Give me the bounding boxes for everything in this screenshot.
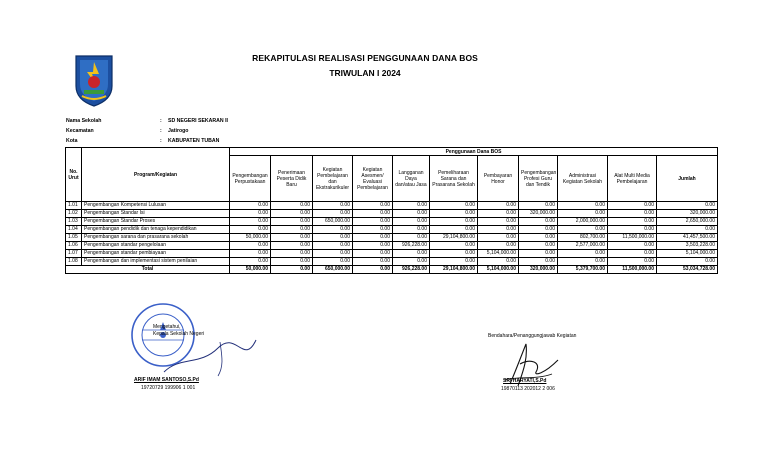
table-row bbox=[66, 210, 718, 218]
table-cell: 0.00 bbox=[478, 234, 519, 242]
table-cell: 0.00 bbox=[608, 226, 657, 234]
col-header: Administrasi Kegiatan Sekolah bbox=[558, 156, 608, 202]
row-program: Pengembangan standar pembiayaan bbox=[82, 250, 230, 258]
table-cell: 0.00 bbox=[558, 258, 608, 266]
row-number: 1.08 bbox=[66, 258, 82, 266]
realization-table bbox=[65, 147, 718, 274]
table-cell: 11,500,000.00 bbox=[608, 234, 657, 242]
table-cell: 0.00 bbox=[271, 202, 313, 210]
signature-name: SRI HARYATI,S.Pd bbox=[503, 378, 547, 384]
table-cell: 0.00 bbox=[313, 242, 353, 250]
table-cell: 0.00 bbox=[230, 242, 271, 250]
table-cell: 0.00 bbox=[478, 218, 519, 226]
total-cell: 53,034,728.00 bbox=[657, 266, 718, 274]
signature-role: Bendahara/Penanggungjawab Kegiatan bbox=[488, 333, 577, 339]
row-number: 1.01 bbox=[66, 202, 82, 210]
table-cell: 0.00 bbox=[608, 250, 657, 258]
col-header: Penerimaan Peserta Didik Baru bbox=[271, 156, 313, 202]
table-cell: 0.00 bbox=[558, 210, 608, 218]
col-header: Alat Multi Media Pembelajaran bbox=[608, 156, 657, 202]
group-header: Penggunaan Dana BOS bbox=[230, 148, 718, 156]
table-cell: 0.00 bbox=[271, 218, 313, 226]
table-cell: 0.00 bbox=[430, 250, 478, 258]
table-cell: 2,000,000.00 bbox=[558, 218, 608, 226]
col-header: Kegiatan Pembelajaran dan Ekstrakurikuler bbox=[313, 156, 353, 202]
row-program: Pengembangan Standar Proses bbox=[82, 218, 230, 226]
row-number: 1.04 bbox=[66, 226, 82, 234]
table-cell: 0.00 bbox=[271, 250, 313, 258]
total-cell: 320,000.00 bbox=[519, 266, 558, 274]
table-cell: 0.00 bbox=[230, 250, 271, 258]
info-separator: : bbox=[160, 128, 162, 134]
col-header: Pembayaran Honor bbox=[478, 156, 519, 202]
table-cell: 5,104,000.00 bbox=[657, 250, 718, 258]
table-cell: 0.00 bbox=[271, 258, 313, 266]
total-label: Total bbox=[66, 266, 230, 274]
table-cell: 0.00 bbox=[608, 258, 657, 266]
table-cell: 0.00 bbox=[608, 218, 657, 226]
row-program: Pengembangan standar pengelolaan bbox=[82, 242, 230, 250]
total-cell: 0.00 bbox=[353, 266, 393, 274]
table-cell: 0.00 bbox=[230, 202, 271, 210]
info-value: KABUPATEN TUBAN bbox=[168, 138, 220, 144]
table-cell: 0.00 bbox=[313, 226, 353, 234]
table-cell: 0.00 bbox=[230, 210, 271, 218]
table-cell: 0.00 bbox=[519, 242, 558, 250]
kabupaten-tuban-logo-icon bbox=[72, 52, 116, 108]
col-header-total: Jumlah bbox=[657, 156, 718, 202]
table-cell: 0.00 bbox=[271, 242, 313, 250]
document-title: REKAPITULASI REALISASI PENGGUNAAN DANA BOS bbox=[252, 53, 478, 63]
table-cell: 0.00 bbox=[230, 218, 271, 226]
col-header: Kegiatan Asesmen/ Evaluasi Pembelajaran bbox=[353, 156, 393, 202]
table-cell: 0.00 bbox=[430, 258, 478, 266]
info-separator: : bbox=[160, 118, 162, 124]
signature-role-line2: Kepala Sekolah Negeri bbox=[153, 331, 205, 337]
table-cell: 0.00 bbox=[478, 258, 519, 266]
col-header: Pengembangan Profesi Guru dan Tendik bbox=[519, 156, 558, 202]
table-cell: 0.00 bbox=[519, 202, 558, 210]
table-cell: 320,000.00 bbox=[519, 210, 558, 218]
info-value: SD NEGERI SEKARAN II bbox=[168, 118, 228, 124]
row-program: Pengembangan Standar Isi bbox=[82, 210, 230, 218]
table-row bbox=[66, 218, 718, 226]
table-cell: 0.00 bbox=[608, 202, 657, 210]
table-cell: 0.00 bbox=[353, 258, 393, 266]
table-row bbox=[66, 202, 718, 210]
row-number: 1.03 bbox=[66, 218, 82, 226]
table-row bbox=[66, 226, 718, 234]
table-cell: 0.00 bbox=[393, 226, 430, 234]
table-cell: 802,700.00 bbox=[558, 234, 608, 242]
table-cell: 0.00 bbox=[353, 234, 393, 242]
table-total-row bbox=[66, 266, 718, 274]
table-cell: 0.00 bbox=[478, 226, 519, 234]
table-cell: 0.00 bbox=[353, 242, 393, 250]
info-separator: : bbox=[160, 138, 162, 144]
row-program: Pengembangan dan implementasi sistem penilaian bbox=[82, 258, 230, 266]
signature-nip: 19870113 202012 2 006 bbox=[501, 386, 555, 392]
table-cell: 0.00 bbox=[430, 210, 478, 218]
handwritten-signature-icon bbox=[160, 336, 260, 378]
info-label: Kecamatan bbox=[66, 128, 94, 134]
table-cell: 926,228.00 bbox=[393, 242, 430, 250]
table-cell: 0.00 bbox=[271, 226, 313, 234]
table-cell: 2,650,000.00 bbox=[657, 218, 718, 226]
table-cell: 0.00 bbox=[519, 250, 558, 258]
table-cell: 0.00 bbox=[519, 258, 558, 266]
info-label: Kota bbox=[66, 138, 78, 144]
table-cell: 0.00 bbox=[313, 234, 353, 242]
total-cell: 650,000.00 bbox=[313, 266, 353, 274]
table-cell: 0.00 bbox=[608, 242, 657, 250]
table-cell: 41,457,500.00 bbox=[657, 234, 718, 242]
table-cell: 5,104,000.00 bbox=[478, 250, 519, 258]
total-cell: 50,000.00 bbox=[230, 266, 271, 274]
total-cell: 5,379,700.00 bbox=[558, 266, 608, 274]
signature-name: ARIF IMAM SANTOSO,S.Pd bbox=[134, 377, 199, 383]
table-cell: 3,503,228.00 bbox=[657, 242, 718, 250]
table-cell: 0.00 bbox=[271, 234, 313, 242]
table-cell: 0.00 bbox=[393, 210, 430, 218]
info-value: Jatirogo bbox=[168, 128, 189, 134]
table-cell: 50,000.00 bbox=[230, 234, 271, 242]
total-cell: 5,104,000.00 bbox=[478, 266, 519, 274]
signature-role-line1: Mengetahui, bbox=[153, 324, 181, 330]
table-cell: 0.00 bbox=[313, 250, 353, 258]
col-header: Pemeliharaan Sarana dan Prasarana Sekolah bbox=[430, 156, 478, 202]
table-cell: 0.00 bbox=[519, 218, 558, 226]
table-cell: 0.00 bbox=[558, 226, 608, 234]
table-cell: 0.00 bbox=[230, 258, 271, 266]
table-cell: 0.00 bbox=[271, 210, 313, 218]
table-cell: 0.00 bbox=[430, 218, 478, 226]
table-cell: 0.00 bbox=[608, 210, 657, 218]
total-cell: 0.00 bbox=[271, 266, 313, 274]
table-cell: 0.00 bbox=[657, 226, 718, 234]
col-header-no: No. Urut bbox=[66, 148, 82, 202]
signature-right bbox=[488, 330, 648, 400]
row-number: 1.02 bbox=[66, 210, 82, 218]
table-cell: 0.00 bbox=[313, 202, 353, 210]
row-program: Pengembangan Kompetensi Lulusan bbox=[82, 202, 230, 210]
table-cell: 0.00 bbox=[393, 202, 430, 210]
signature-left bbox=[120, 300, 280, 400]
col-header: Pengembangan Perpustakaan bbox=[230, 156, 271, 202]
signature-nip: 19720729 199906 1 001 bbox=[141, 385, 196, 391]
col-header-program: Program/Kegiatan bbox=[82, 148, 230, 202]
table-cell: 320,000.00 bbox=[657, 210, 718, 218]
table-cell: 0.00 bbox=[558, 250, 608, 258]
table-cell: 650,000.00 bbox=[313, 218, 353, 226]
col-header: Langganan Daya dan/atau Jasa bbox=[393, 156, 430, 202]
table-cell: 0.00 bbox=[657, 258, 718, 266]
row-program: Pengembangan pendidik dan tenaga kependidikan bbox=[82, 226, 230, 234]
info-label: Nama Sekolah bbox=[66, 118, 102, 124]
table-cell: 0.00 bbox=[478, 202, 519, 210]
table-cell: 0.00 bbox=[353, 202, 393, 210]
table-row bbox=[66, 234, 718, 242]
total-cell: 11,500,000.00 bbox=[608, 266, 657, 274]
table-cell: 0.00 bbox=[430, 226, 478, 234]
row-number: 1.06 bbox=[66, 242, 82, 250]
table-cell: 0.00 bbox=[353, 218, 393, 226]
table-row bbox=[66, 258, 718, 266]
table-cell: 0.00 bbox=[393, 218, 430, 226]
table-cell: 0.00 bbox=[478, 210, 519, 218]
total-cell: 29,104,800.00 bbox=[430, 266, 478, 274]
table-cell: 0.00 bbox=[558, 202, 608, 210]
table-cell: 0.00 bbox=[478, 242, 519, 250]
table-cell: 0.00 bbox=[353, 226, 393, 234]
table-cell: 0.00 bbox=[313, 258, 353, 266]
row-number: 1.07 bbox=[66, 250, 82, 258]
table-row bbox=[66, 242, 718, 250]
table-row bbox=[66, 250, 718, 258]
table-cell: 0.00 bbox=[230, 226, 271, 234]
table-cell: 0.00 bbox=[519, 234, 558, 242]
table-cell: 0.00 bbox=[393, 258, 430, 266]
table-cell: 0.00 bbox=[519, 226, 558, 234]
row-program: Pengembangan sarana dan prasarana sekolah bbox=[82, 234, 230, 242]
table-cell: 0.00 bbox=[430, 202, 478, 210]
table-cell: 0.00 bbox=[657, 202, 718, 210]
table-cell: 0.00 bbox=[353, 210, 393, 218]
table-cell: 0.00 bbox=[313, 210, 353, 218]
total-cell: 926,228.00 bbox=[393, 266, 430, 274]
table-cell: 0.00 bbox=[393, 234, 430, 242]
table-cell: 0.00 bbox=[393, 250, 430, 258]
table-cell: 2,577,000.00 bbox=[558, 242, 608, 250]
table-cell: 0.00 bbox=[430, 242, 478, 250]
row-number: 1.05 bbox=[66, 234, 82, 242]
table-cell: 0.00 bbox=[353, 250, 393, 258]
document-subtitle: TRIWULAN I 2024 bbox=[329, 68, 401, 78]
table-cell: 29,104,800.00 bbox=[430, 234, 478, 242]
